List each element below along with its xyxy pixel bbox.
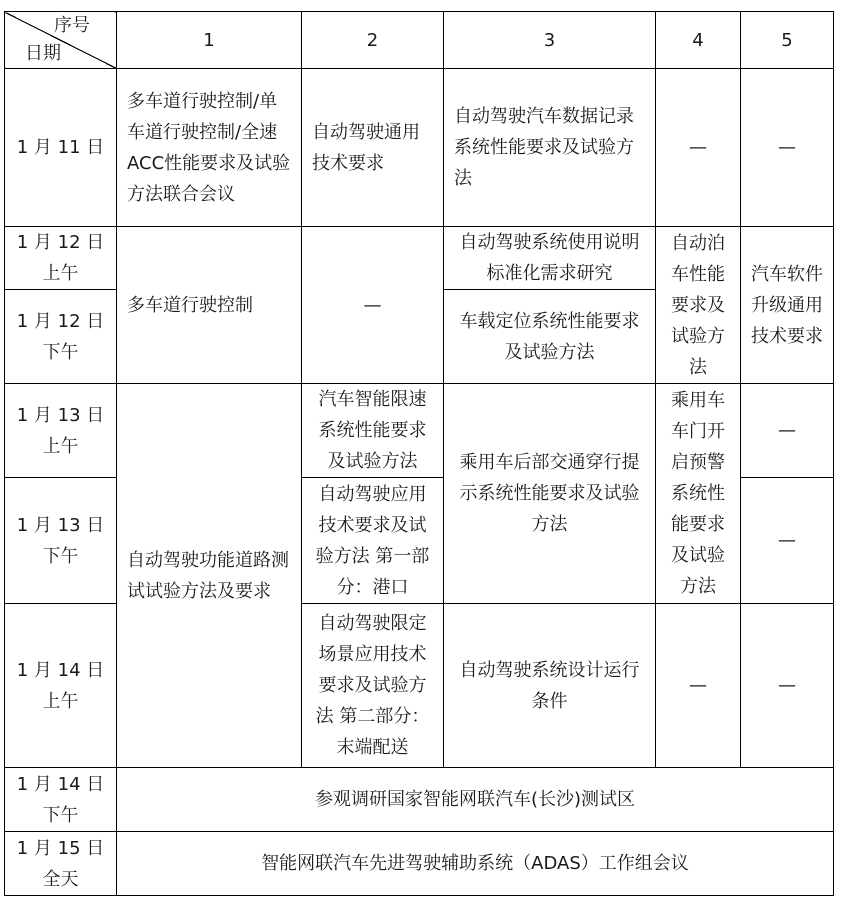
col-header-5: 5 bbox=[741, 12, 834, 69]
date-cell: 1 月 12 日 下午 bbox=[5, 290, 117, 384]
schedule-cell: 自动驾驶系统使用说明标准化需求研究 bbox=[444, 227, 656, 290]
table-row bbox=[5, 227, 834, 290]
empty-dash-cell: — bbox=[741, 384, 834, 478]
header-row bbox=[5, 12, 834, 69]
schedule-cell: 乘用车后部交通穿行提示系统性能要求及试验方法 bbox=[444, 384, 656, 604]
date-cell: 1 月 13 日 下午 bbox=[5, 478, 117, 604]
empty-dash-cell: — bbox=[302, 227, 444, 384]
schedule-cell: 汽车智能限速系统性能要求及试验方法 bbox=[302, 384, 444, 478]
table-row bbox=[5, 384, 834, 478]
schedule-cell: 自动驾驶功能道路测试试验方法及要求 bbox=[117, 384, 302, 768]
col-header-1: 1 bbox=[117, 12, 302, 69]
corner-header-cell bbox=[5, 12, 117, 69]
table-row bbox=[5, 832, 834, 896]
schedule-cell: 车载定位系统性能要求及试验方法 bbox=[444, 290, 656, 384]
date-cell: 1 月 14 日 上午 bbox=[5, 604, 117, 768]
col-header-4: 4 bbox=[656, 12, 741, 69]
schedule-cell: 多车道行驶控制/单车道行驶控制/全速ACC性能要求及试验方法联合会议 bbox=[117, 69, 302, 227]
empty-dash-cell: — bbox=[656, 604, 741, 768]
date-cell: 1 月 13 日 上午 bbox=[5, 384, 117, 478]
date-cell: 1 月 11 日 bbox=[5, 69, 117, 227]
date-cell: 1 月 14 日 下午 bbox=[5, 768, 117, 832]
schedule-table bbox=[4, 11, 834, 896]
schedule-cell: 自动泊车性能要求及试验方法 bbox=[656, 227, 741, 384]
table-row bbox=[5, 768, 834, 832]
schedule-cell: 汽车软件升级通用技术要求 bbox=[741, 227, 834, 384]
schedule-cell: 自动驾驶汽车数据记录系统性能要求及试验方法 bbox=[444, 69, 656, 227]
empty-dash-cell: — bbox=[741, 478, 834, 604]
schedule-cell: 自动驾驶系统设计运行条件 bbox=[444, 604, 656, 768]
col-header-2: 2 bbox=[302, 12, 444, 69]
schedule-cell: 多车道行驶控制 bbox=[117, 227, 302, 384]
empty-dash-cell: — bbox=[741, 604, 834, 768]
merged-schedule-cell: 智能网联汽车先进驾驶辅助系统（ADAS）工作组会议 bbox=[117, 832, 834, 896]
corner-bottom-label: 日期 bbox=[25, 43, 61, 64]
col-header-3: 3 bbox=[444, 12, 656, 69]
schedule-cell: 自动驾驶限定场景应用技术要求及试验方法 第二部分：末端配送 bbox=[302, 604, 444, 768]
empty-dash-cell: — bbox=[741, 69, 834, 227]
schedule-cell: 自动驾驶应用技术要求及试验方法 第一部分：港口 bbox=[302, 478, 444, 604]
date-cell: 1 月 12 日 上午 bbox=[5, 227, 117, 290]
table-row bbox=[5, 69, 834, 227]
schedule-cell: 自动驾驶通用技术要求 bbox=[302, 69, 444, 227]
schedule-cell: 乘用车车门开启预警系统性能要求及试验方法 bbox=[656, 384, 741, 604]
merged-schedule-cell: 参观调研国家智能网联汽车(长沙)测试区 bbox=[117, 768, 834, 832]
corner-top-label: 序号 bbox=[54, 15, 90, 36]
date-cell: 1 月 15 日 全天 bbox=[5, 832, 117, 896]
empty-dash-cell: — bbox=[656, 69, 741, 227]
